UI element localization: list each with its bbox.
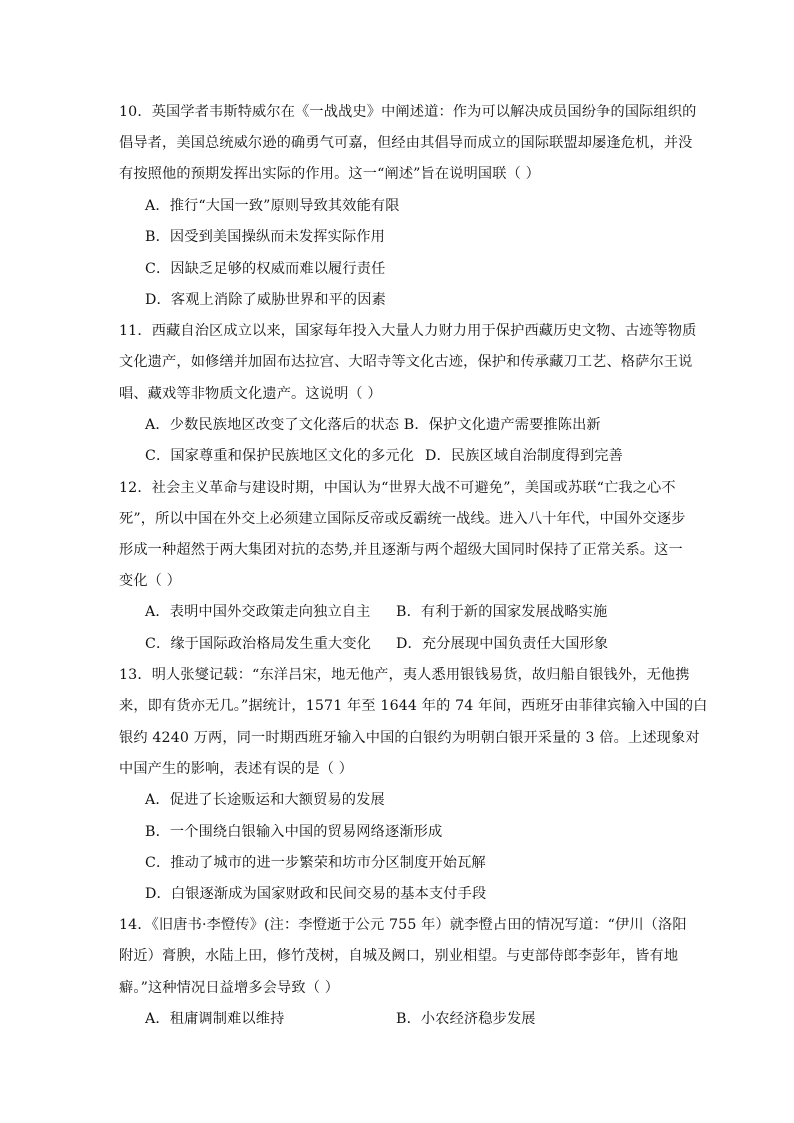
question-11-stem-line-3: 唱、藏戏等非物质文化遗产。这说明（ ） bbox=[119, 386, 382, 402]
question-10-stem-line-2: 倡导者，美国总统威尔逊的确勇气可嘉，但经由其倡导而成立的国际联盟却屡逢危机，并没 bbox=[119, 135, 693, 151]
question-11-stem-line-2: 文化遗产，如修缮并加固布达拉宫、大昭寺等文化古迹，保护和传承藏刀工艺、格萨尔王说 bbox=[119, 354, 693, 370]
question-13-option-d: D．白银逐渐成为国家财政和民间交易的基本支付手段 bbox=[145, 886, 487, 902]
question-13-option-c: C．推动了城市的进一步繁荣和坊市分区制度开始瓦解 bbox=[145, 855, 486, 871]
question-12-stem-line-3: 形成一种超然于两大集团对抗的态势,并且逐渐与两个超级大国同时保持了正常关系。这一 bbox=[119, 542, 683, 558]
question-14-option-b: B．小农经济稳步发展 bbox=[396, 1011, 536, 1027]
question-14-stem-line-3: 癖。”这种情况日益增多会导致（ ） bbox=[119, 980, 340, 996]
question-12-option-a: A．表明中国外交政策走向独立自主 bbox=[145, 604, 371, 620]
question-12-stem-line-2: 死”，所以中国在外交上必须建立国际反帝或反霸统一战线。进入八十年代，中国外交逐步 bbox=[119, 511, 686, 527]
question-12-option-d: D．充分展现中国负责任大国形象 bbox=[396, 636, 609, 652]
question-11-stem-line-1: 11．西藏自治区成立以来，国家每年投入大量人力财力用于保护西藏历史文物、古迹等物质 bbox=[119, 323, 697, 339]
question-10-option-c: C．因缺乏足够的权威而难以履行责任 bbox=[145, 261, 386, 277]
question-13-stem-line-1: 13．明人张燮记载：“东洋吕宋，地无他产，夷人悉用银钱易货，故归船自银钱外，无他携 bbox=[119, 667, 690, 683]
question-13-stem-line-2: 来，即有货亦无几。”据统计，1571 年至 1644 年的 74 年间，西班牙由菲律宾输入中国的白 bbox=[119, 698, 708, 714]
question-13-stem-line-3: 银约 4240 万两，同一时期西班牙输入中国的白银约为明朝白银开采量的 3 倍。上述现象对 bbox=[119, 730, 700, 746]
question-11-option-a-b: A．少数民族地区改变了文化落后的状态 B．保护文化遗产需要推陈出新 bbox=[145, 417, 601, 433]
question-12-stem-line-1: 12．社会主义革命与建设时期，中国认为“世界大战不可避免”，美国或苏联“亡我之心不 bbox=[119, 480, 676, 496]
question-10-stem-line-1: 10．英国学者韦斯特威尔在《一战战史》中阐述道：作为可以解决成员国纷争的国际组织的 bbox=[119, 104, 697, 120]
question-10-option-d: D．客观上消除了威胁世界和平的因素 bbox=[145, 292, 386, 308]
question-14-stem-line-1: 14．《旧唐书·李憕传》(注：李憕逝于公元 755 年）就李憕占田的情况写道：“伊川（洛阳 bbox=[119, 917, 687, 933]
question-13-option-a: A．促进了长途贩运和大额贸易的发展 bbox=[145, 792, 385, 808]
question-10-option-b: B．因受到美国操纵而未发挥实际作用 bbox=[145, 229, 385, 245]
question-12-stem-line-4: 变化（ ） bbox=[119, 573, 182, 589]
question-12-option-c: C．缘于国际政治格局发生重大变化 bbox=[145, 636, 372, 652]
question-14-option-a: A．租庸调制难以维持 bbox=[145, 1011, 285, 1027]
question-14-stem-line-2: 附近）膏腴，水陆上田，修竹茂树，自城及阙口，别业相望。与吏部侍郎李彭年，皆有地 bbox=[119, 948, 679, 964]
question-11-option-d: D．民族区域自治制度得到完善 bbox=[425, 448, 623, 464]
question-12-option-b: B．有利于新的国家发展战略实施 bbox=[396, 604, 608, 620]
question-10-stem-line-3: 有按照他的预期发挥出实际的作用。这一“阐述”旨在说明国联（ ） bbox=[119, 166, 540, 182]
question-11-option-c: C．国家尊重和保护民族地区文化的多元化 bbox=[145, 448, 415, 464]
question-10-option-a: A．推行“大国一致”原则导致其效能有限 bbox=[145, 198, 400, 214]
question-13-stem-line-4: 中国产生的影响，表述有误的是（ ） bbox=[119, 761, 354, 777]
question-13-option-b: B．一个围绕白银输入中国的贸易网络逐渐形成 bbox=[145, 824, 443, 840]
